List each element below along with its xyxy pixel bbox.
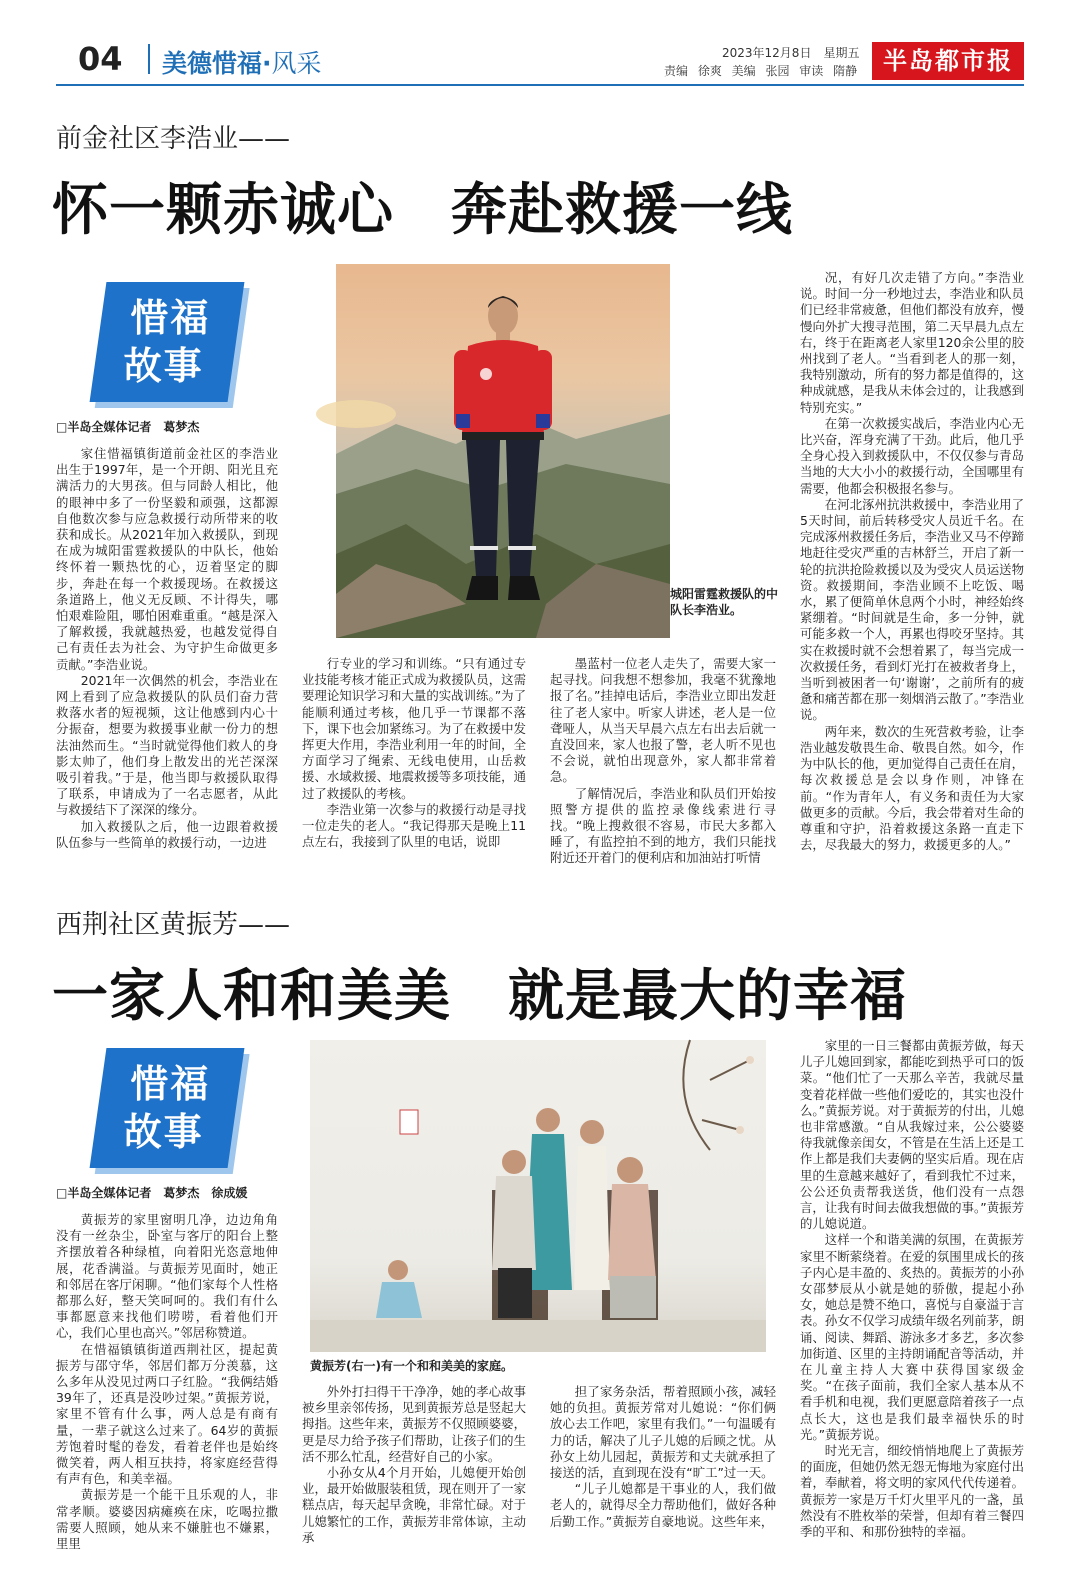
section-main: 美德惜福 <box>162 49 263 78</box>
story2-byline: □半岛全媒体记者 葛梦杰 徐成媛 <box>56 1186 248 1200</box>
story1-photo <box>336 264 670 638</box>
story2-photo-caption: 黄振芳(右一)有一个和和美美的家庭。 <box>310 1359 513 1373</box>
paragraph: 在河北涿州抗洪救援中，李浩业用了5天时间，前后转移受灾人员近千名。在完成涿州救援任务后，李浩业又马不停蹄地赶往受灾严重的吉林舒兰，开启了新一轮的抗洪抢险救援以及为受灾人员运送物资。救援期间，李浩业顾不上吃饭、喝水，累了便简单休息两个小时，神经始终紧绷着。“时间就是生命，多一分钟，就可能多救一个人，再累也得咬牙坚持。其实在救援时就不会想着累了，每当完成一次救援任务，看到灯光打在被救者身上，当听到被困者一句‘谢谢’，之前所有的疲惫和痛苦都在那一刻烟消云散了。”李浩业说。 <box>800 496 1024 723</box>
paragraph: 两年来，数次的生死营救考验，让李浩业越发敬畏生命、敬畏自然。如今，作为中队长的他，更加觉得自己责任在肩，每次救援总是会以身作则，冲锋在前。“作为青年人，有义务和责任为大家做更多的贡献。今后，我会带着对生命的尊重和守护，沿着救援这条路一直走下去，尽我最大的努力，救援更多的人。” <box>800 723 1024 853</box>
story2-column-1 <box>56 1212 278 1558</box>
story2-badge <box>90 1048 245 1168</box>
story1-photo-caption: 城阳雷霆救援队的中队长李浩业。 <box>670 587 779 617</box>
paragraph: 墨蓝村一位老人走失了，需要大家一起寻找。问我想不想参加，我毫不犹豫地报了名。”挂掉电话后，李浩业立即出发赶往了老人家中。听家人讲述，老人是一位聋哑人，从当天早晨六点左右出去后就一直没回来，家人也报了警，老人听不见也不会说，就怕出现意外，家人都非常着急。 <box>550 656 776 785</box>
section-sub: 风采 <box>271 49 322 78</box>
story1-badge <box>90 282 245 402</box>
story2-photo <box>310 1040 766 1352</box>
section-dot: · <box>262 49 272 78</box>
story2-column-4 <box>800 1038 1024 1560</box>
story2-column-2 <box>302 1384 526 1560</box>
paragraph: 黄振芳是一个能干且乐观的人，非常孝顺。婆婆因病瘫痪在床，吃喝拉撒需要人照顾，她从来不嫌脏也不嫌累，里里 <box>56 1487 278 1552</box>
story1-column-4 <box>800 270 1024 853</box>
newspaper-logo: 半岛都市报 <box>872 42 1024 80</box>
story1-kicker: 前金社区李浩业—— <box>56 124 291 154</box>
page-number: 04 <box>78 40 123 78</box>
rescuer-portrait-illustration <box>336 264 670 638</box>
paragraph: 行专业的学习和训练。“只有通过专业技能考核才能正式成为救援队员，这需要理论知识学习和大量的实战训练。”为了能顺利通过考核，他几乎一节课都不落下，课下也会加紧练习。为了在救援中发挥更大作用，李浩业利用一年的时间，全方面学习了绳索、无线电使用，山岳救援、水域救援、地震救援等多项技能，通过了救援队的考核。 <box>302 656 526 801</box>
paragraph: 了解情况后，李浩业和队员们开始按照警方提供的监控录像线索进行寻找。“晚上搜救很不容易，市民大多都入睡了，有监控拍不到的地方，我们只能找附近还开着门的便利店和加油站打听情 <box>550 785 776 866</box>
story1-column-2 <box>302 656 526 848</box>
editors-line: 责编 徐爽 美编 张园 审读 隋静 <box>664 64 858 78</box>
paragraph: 在惜福镇镇街道西荆社区，提起黄振芳与邵守华，邻居们都万分羡慕，这么多年从没见过两口子红脸。“我俩结婚39年了，还真是没吵过架。”黄振芳说，家里不管有什么事，两人总是有商有量，一辈子就这么过来了。64岁的黄振芳饱着时髦的卷发，看着老伴也是始终微笑着，两人相互扶持，将家庭经营得有声有色，和美幸福。 <box>56 1341 278 1487</box>
story1-byline: □半岛全媒体记者 葛梦杰 <box>56 420 200 434</box>
paragraph: 家住惜福镇街道前金社区的李浩业出生于1997年，是一个开朗、阳光且充满活力的大男孩。但与同龄人相比，他的眼神中多了一份坚毅和顽强，这都源自他数次参与应急救援行动所带来的收获和成长。从2021年加入救援队，到现在成为城阳雷霆救援队的中队长，他始终怀着一颗热忱的心，迈着坚定的脚步，奔赴在每一个救援现场。在救援这条道路上，他义无反顾、不计得失，哪怕艰难险阻，哪怕困难重重。“越是深入了解救援，我就越热爱，也越发觉得自己有责任去为社会、为守护生命做更多贡献。”李浩业说。 <box>56 446 278 672</box>
badge-line1: 惜福 <box>130 296 211 340</box>
paragraph: 担了家务杂活，帮着照顾小孩，减轻她的负担。黄振芳常对儿媳说：“你们俩放心去工作吧，家里有我们。”一句温暖有力的话，解决了儿子儿媳的后顾之忧。从孙女上幼儿园起，黄振芳和丈夫就承担了接送的活，直到现在没有“旷工”过一天。 <box>550 1384 776 1481</box>
story1-column-1 <box>56 446 278 848</box>
paragraph: 在第一次救援实战后，李浩业内心无比兴奋，浑身充满了干劲。此后，他几乎全身心投入到救援队中，不仅仅参与青岛当地的大大小小的救援行动，全国哪里有需要，他都会积极报名参与。 <box>800 415 1024 496</box>
paragraph: 家里的一日三餐都由黄振芳做，每天儿子儿媳回到家，都能吃到热乎可口的饭菜。“他们忙了一天那么辛苦，我就尽量变着花样做一些他们爱吃的，其实也没什么。”黄振芳说。对于黄振芳的付出，儿媳也非常感激。“自从我嫁过来，公公婆婆待我就像亲闺女，不管是在生活上还是工作上都是我们夫妻俩的坚实后盾。现在店里的生意越来越好了，看到我忙不过来，公公还负责帮我送货，他们没有一点怨言，让我有时间去做我想做的事。”黄振芳的儿媳说道。 <box>800 1038 1024 1232</box>
story2-kicker: 西荆社区黄振芳—— <box>56 910 291 940</box>
story1-column-3 <box>550 656 776 866</box>
paragraph: 2021年一次偶然的机会，李浩业在网上看到了应急救援队的队员们奋力营救落水者的短视频，这让他感到内心十分振奋，想要为救援事业献一份力的想法油然而生。“当时就觉得他们救人的身影太帅了，他们身上散发出的光芒深深吸引着我。”于是，他当即与救援队取得了联系，申请成为了一名志愿者，从此与救援结下了深深的缘分。 <box>56 672 278 818</box>
paragraph: 黄振芳的家里窗明几净，边边角角没有一丝杂尘，卧室与客厅的阳台上整齐摆放着各种绿植，向着阳光恣意地伸展，花香满溢。与黄振芳见面时，她正和邻居在客厅闲聊。“他们家每个人性格都那么好，整天笑呵呵的。我们有什么事都愿意来找他们唠唠，看着他们开心，我们心里也高兴。”邻居称赞道。 <box>56 1212 278 1341</box>
paragraph: 外外打扫得干干净净，她的孝心故事被乡里亲邻传扬，见到黄振芳总是竖起大拇指。这些年来，黄振芳不仅照顾婆婆，更是尽力给予孩子们帮助，让孩子们的生活不那么忙乱，经营好自己的小家。 <box>302 1384 526 1464</box>
badge-line2: 故事 <box>123 344 204 388</box>
section-title <box>162 44 322 80</box>
paragraph: 这样一个和谐美满的氛围，在黄振芳家里不断萦绕着。在爱的氛围里成长的孩子内心是丰盈的、炙热的。黄振芳的小孙女邵梦辰从小就是她的骄傲，提起小孙女，她总是赞不绝口，喜悦与自豪溢于言表。孙女不仅学习成绩年级名列前茅，朗诵、阅读、舞蹈、游泳多才多艺，多次参加街道、区里的主持朗诵配音等活动，并在儿童主持人大赛中获得国家级金奖。“在孩子面前，我们全家人基本从不看手机和电视，我们更愿意陪着孩子一点点长大，这也是我们最幸福快乐的时光。”黄振芳说。 <box>800 1232 1024 1442</box>
story2-headline: 一家人和和美美 就是最大的幸福 <box>52 964 907 1029</box>
badge-line2: 故事 <box>123 1110 204 1154</box>
paragraph: 加入救援队之后，他一边跟着救援队伍参与一些简单的救援行动，一边进 <box>56 818 278 850</box>
badge-line1: 惜福 <box>130 1062 211 1106</box>
paragraph: 李浩业第一次参与的救援行动是寻找一位走失的老人。“我记得那天是晚上11点左右，我接到了队里的电话，说即 <box>302 801 526 850</box>
story2-column-3 <box>550 1384 776 1560</box>
paragraph: 小孙女从4个月开始，儿媳便开始创业，最开始做服装租赁，现在则开了一家糕点店，每天起早贪晚，非常忙碌。对于儿媳繁忙的工作，黄振芳非常体谅，主动承 <box>302 1465 526 1545</box>
header-rule <box>56 84 1024 86</box>
paragraph: 况，有好几次走错了方向。”李浩业说。时间一分一秒地过去，李浩业和队员们已经非常疲惫，但他们都没有放弃，慢慢向外扩大搜寻范围，第二天早晨九点左右，终于在距离老人家里120余公里的胶州找到了老人。“当看到老人的那一刻，我特别激动，所有的努力都是值得的，这种成就感，是我从未体会过的，让我感到特别充实。” <box>800 270 1024 415</box>
issue-date: 2023年12月8日 星期五 <box>722 46 860 60</box>
header-separator <box>148 44 150 74</box>
paragraph: 时光无言，细绞悄悄地爬上了黄振芳的面庞，但她仍然无怨无悔地为家庭付出着，奉献着，将文明的家风代代传递着。黄振芳一家是万千灯火里平凡的一盏，虽然没有不胜枚举的荣誉，但却有着三餐四季的平和、和那份独特的幸福。 <box>800 1443 1024 1540</box>
family-portrait-illustration <box>310 1040 766 1352</box>
story1-headline: 怀一颗赤诚心 奔赴救援一线 <box>52 178 793 243</box>
paragraph: “儿子儿媳都是干事业的人，我们做老人的，就得尽全力帮助他们，做好各种后勤工作。”黄振芳自豪地说。这些年来， <box>550 1481 776 1529</box>
